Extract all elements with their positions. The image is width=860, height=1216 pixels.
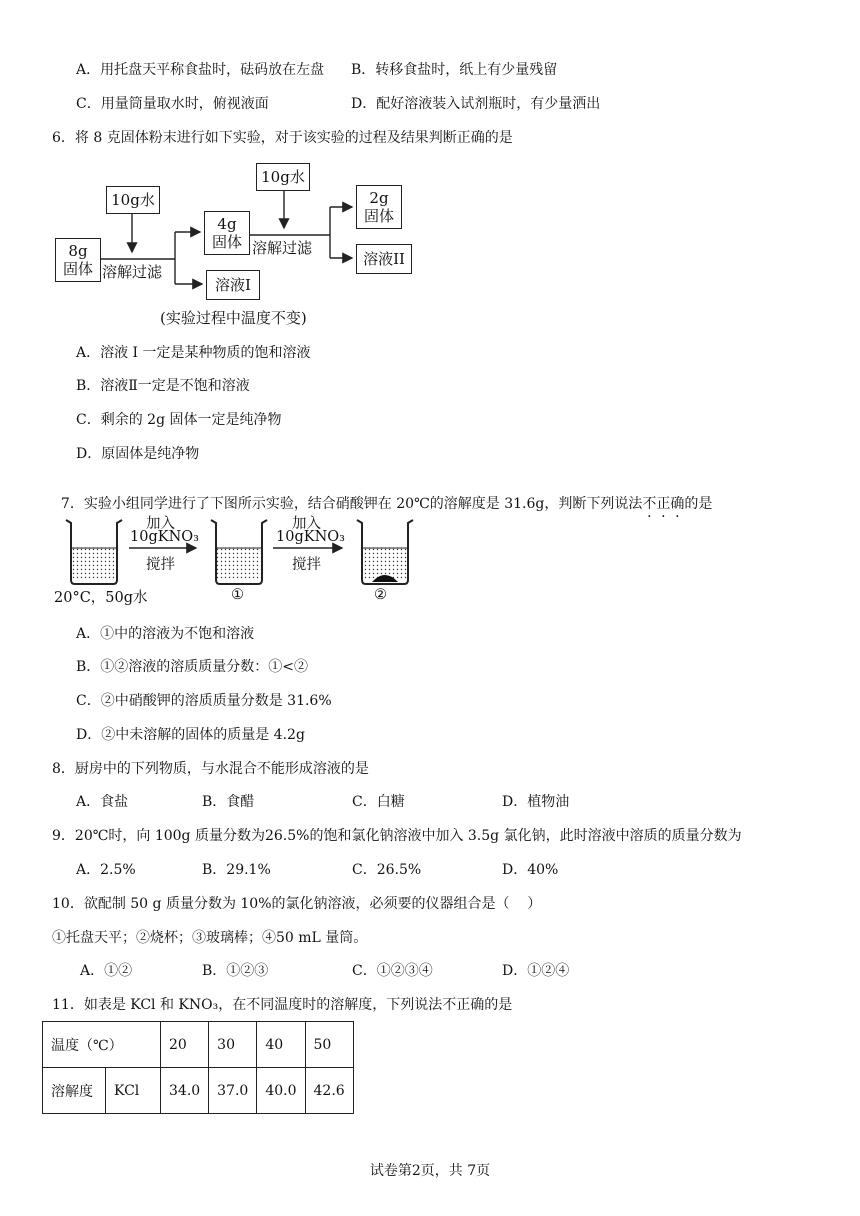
- box-water-1: 10g水: [106, 186, 160, 214]
- q9-option-c: C．26.5%: [352, 862, 422, 878]
- initial-condition: 20°C，50g水: [54, 590, 148, 606]
- beaker-initial: [66, 520, 122, 584]
- q6-option-a: A．溶液 I 一定是某种物质的饱和溶液: [76, 345, 311, 361]
- stir-label-2: 搅拌: [292, 557, 321, 573]
- reagent-label-1: 10gKNO₃: [130, 529, 199, 545]
- table-cell-substance: KCl: [106, 1068, 161, 1114]
- table-row-label: 溶解度: [43, 1068, 106, 1114]
- q6-option-c: C．剩余的 2g 固体一定是纯净物: [76, 412, 282, 428]
- table-cell: 40.0: [257, 1068, 305, 1114]
- q7-emph-3: 确: [670, 496, 685, 512]
- q7-stem-post: 的是: [684, 496, 713, 512]
- q10-option-c: C．①②③④: [352, 963, 433, 979]
- table-cell: 40: [257, 1022, 305, 1068]
- table-cell: 37.0: [209, 1068, 257, 1114]
- q10-option-b: B．①②③: [202, 963, 269, 979]
- stir-label-1: 搅拌: [146, 557, 175, 573]
- q7-option-c: C．②中硝酸钾的溶质质量分数是 31.6%: [76, 693, 332, 709]
- q8-option-c: C．白糖: [352, 794, 405, 810]
- q10-option-d: D．①②④: [502, 963, 570, 979]
- beaker-label-2: ②: [374, 587, 387, 603]
- box-2g-solid: 2g 固体: [356, 185, 402, 229]
- q8-option-a: A．食盐: [76, 794, 129, 810]
- page-footer: 试卷第2页，共 7页: [369, 1163, 491, 1179]
- q5-option-c: C．用量筒量取水时，俯视液面: [76, 96, 269, 112]
- box-solution-2: 溶液II: [356, 244, 412, 274]
- q7-option-b: B．①②溶液的溶质质量分数：①<②: [76, 659, 309, 675]
- q9-stem: 9．20℃时，向 100g 质量分数为26.5%的饱和氯化钠溶液中加入 3.5g 氯化钠，此时溶液中溶质的质量分数为: [52, 828, 742, 844]
- box-solution-1: 溶液I: [206, 270, 260, 300]
- table-row: [43, 1022, 354, 1068]
- q5-option-d: D．配好溶液装入试剂瓶时，有少量洒出: [351, 96, 601, 112]
- q6-option-d: D．原固体是纯净物: [76, 446, 200, 462]
- q7-option-d: D．②中未溶解的固体的质量是 4.2g: [76, 727, 305, 743]
- q8-option-b: B．食醋: [202, 794, 255, 810]
- q7-stem-pre: 7．实验小组同学进行了下图所示实验，结合硝酸钾在 20℃的溶解度是 31.6g，判断下列说法: [60, 496, 643, 512]
- q7-emph-2: 正: [656, 496, 671, 512]
- q7-option-a: A．①中的溶液为不饱和溶液: [76, 626, 255, 642]
- q9-option-b: B．29.1%: [202, 862, 271, 878]
- q10-instrument-list: ①托盘天平；②烧杯；③玻璃棒；④50 mL 量筒。: [52, 930, 368, 946]
- table-cell: 20: [161, 1022, 209, 1068]
- temperature-note: (实验过程中温度不变): [160, 309, 307, 327]
- q8-option-d: D．植物油: [502, 794, 570, 810]
- q10-option-a: A．①②: [80, 963, 133, 979]
- box-water-2: 10g水: [256, 163, 310, 191]
- reagent-label-2: 10gKNO₃: [276, 529, 345, 545]
- label-dissolve-filter-1: 溶解过滤: [102, 263, 163, 281]
- solubility-table: [42, 1021, 354, 1114]
- q10-stem: 10．欲配制 50 g 质量分数为 10%的氯化钠溶液，必须要的仪器组合是（ ）: [52, 896, 542, 912]
- q5-option-a: A．用托盘天平称食盐时，砝码放在左盘: [76, 62, 325, 78]
- q7-emph-1: 不: [642, 496, 657, 512]
- beaker-label-1: ①: [231, 587, 244, 603]
- table-row: [43, 1068, 354, 1114]
- q6-stem: 6．将 8 克固体粉末进行如下实验，对于该实验的过程及结果判断正确的是: [52, 130, 513, 146]
- beaker-1: [211, 520, 267, 584]
- table-cell: 42.6: [305, 1068, 353, 1114]
- box-4g-solid: 4g 固体: [204, 211, 250, 255]
- q5-option-b: B．转移食盐时，纸上有少量残留: [351, 62, 558, 78]
- q11-stem: 11．如表是 KCl 和 KNO₃，在不同温度时的溶解度，下列说法不正确的是: [52, 997, 513, 1013]
- q9-option-d: D．40%: [502, 862, 559, 878]
- q6-option-b: B．溶液Ⅱ一定是不饱和溶液: [76, 378, 250, 394]
- table-cell: 30: [209, 1022, 257, 1068]
- q9-option-a: A．2.5%: [76, 862, 136, 878]
- table-cell: 50: [305, 1022, 353, 1068]
- label-dissolve-filter-2: 溶解过滤: [252, 239, 313, 257]
- beaker-2: [357, 520, 413, 584]
- table-header-temp: 温度（℃）: [43, 1022, 161, 1068]
- add-label-1: 加入: [146, 516, 175, 532]
- box-8g-solid: 8g 固体: [55, 238, 101, 282]
- q8-stem: 8．厨房中的下列物质，与水混合不能形成溶液的是: [52, 761, 369, 777]
- table-cell: 34.0: [161, 1068, 209, 1114]
- add-label-2: 加入: [292, 516, 321, 532]
